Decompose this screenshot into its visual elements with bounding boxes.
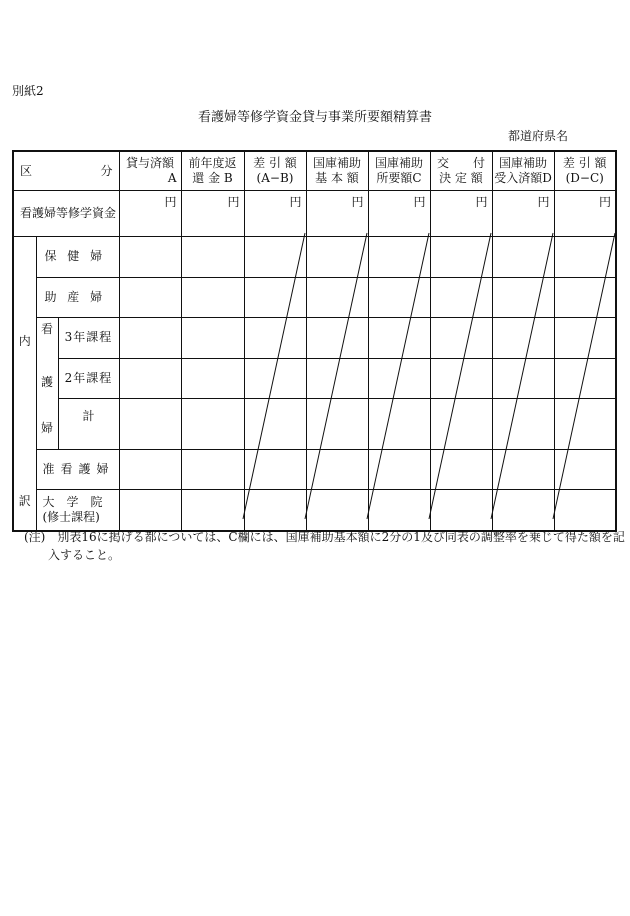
col-header-line1: 差 引 額 (253, 156, 297, 170)
total-row-label: 看護婦等修学資金 (13, 191, 119, 237)
row-label: 保健婦 (36, 237, 119, 278)
col-header (430, 151, 492, 191)
breakdown-label-bottom: 訳 (18, 494, 31, 508)
col-header (492, 151, 554, 191)
col-header-line1: 前年度返 (188, 156, 237, 170)
col-header-line2: 基 本 額 (315, 171, 359, 185)
col-header-line1: 貸与済額 (125, 156, 174, 170)
row-label: 助産婦 (36, 277, 119, 318)
col-header-line2: (A−B) (256, 171, 294, 185)
col-header-line1: 交 付 (436, 156, 485, 170)
col-header-line1: 国庫補助 (312, 156, 361, 170)
col-header-line2: 所要額C (376, 171, 422, 185)
col-header-line1: 国庫補助 (498, 156, 547, 170)
row-label: 2年課程 (58, 358, 119, 399)
category-header-left: 区 (20, 163, 33, 178)
yen-cell: 円 (554, 191, 616, 237)
yen-cell: 円 (368, 191, 430, 237)
total-row (13, 191, 616, 237)
category-header (13, 151, 119, 191)
settlement-table (12, 150, 617, 532)
col-header-line2: 決 定 額 (439, 171, 483, 185)
col-header (306, 151, 368, 191)
col-header-line2: 還 金 B (192, 171, 233, 185)
table-row (13, 237, 616, 278)
note-line-1: (注) 別表16に掲げる都については、C欄には、国庫補助基本額に2分の1及び同表の調整率を乗じて得た額を記 (24, 530, 625, 544)
nurse-group-label (36, 318, 58, 450)
nurse-char: 護 (40, 375, 53, 389)
row-label-line1: 大 学 院 (42, 494, 103, 509)
col-header (244, 151, 306, 191)
table-row (13, 399, 616, 450)
row-label: 准看護婦 (36, 449, 119, 490)
row-label: 3年課程 (58, 318, 119, 359)
col-header (368, 151, 430, 191)
col-header-line2: A (167, 171, 177, 185)
table-row (13, 449, 616, 490)
col-header-line1: 国庫補助 (374, 156, 423, 170)
document-title: 看護婦等修学資金貸与事業所要額精算書 (197, 110, 432, 125)
table-row (13, 490, 616, 531)
nurse-char: 婦 (40, 421, 53, 435)
yen-cell: 円 (181, 191, 244, 237)
col-header (181, 151, 244, 191)
breakdown-label-top: 内 (18, 334, 31, 348)
table-row (13, 358, 616, 399)
table-row (13, 318, 616, 359)
note-line-2: 入すること。 (48, 548, 121, 562)
row-label-line2: (修士課程) (42, 509, 100, 524)
category-header-right: 分 (100, 163, 113, 178)
col-header-line2: 受入済額D (494, 171, 552, 185)
yen-cell: 円 (244, 191, 306, 237)
col-header-line1: 差 引 額 (562, 156, 607, 170)
row-label (36, 490, 119, 531)
header-row (13, 151, 616, 191)
table-row (13, 277, 616, 318)
breakdown-label (13, 237, 36, 531)
prefecture-label: 都道府県名 (508, 129, 569, 143)
nurse-char: 看 (40, 322, 53, 336)
yen-cell: 円 (119, 191, 181, 237)
yen-cell: 円 (430, 191, 492, 237)
yen-cell: 円 (306, 191, 368, 237)
col-header (119, 151, 181, 191)
yen-cell: 円 (492, 191, 554, 237)
document-label: 別紙2 (12, 84, 44, 98)
col-header (554, 151, 616, 191)
col-header-line2: (D−C) (565, 171, 604, 185)
row-label: 計 (58, 399, 119, 450)
